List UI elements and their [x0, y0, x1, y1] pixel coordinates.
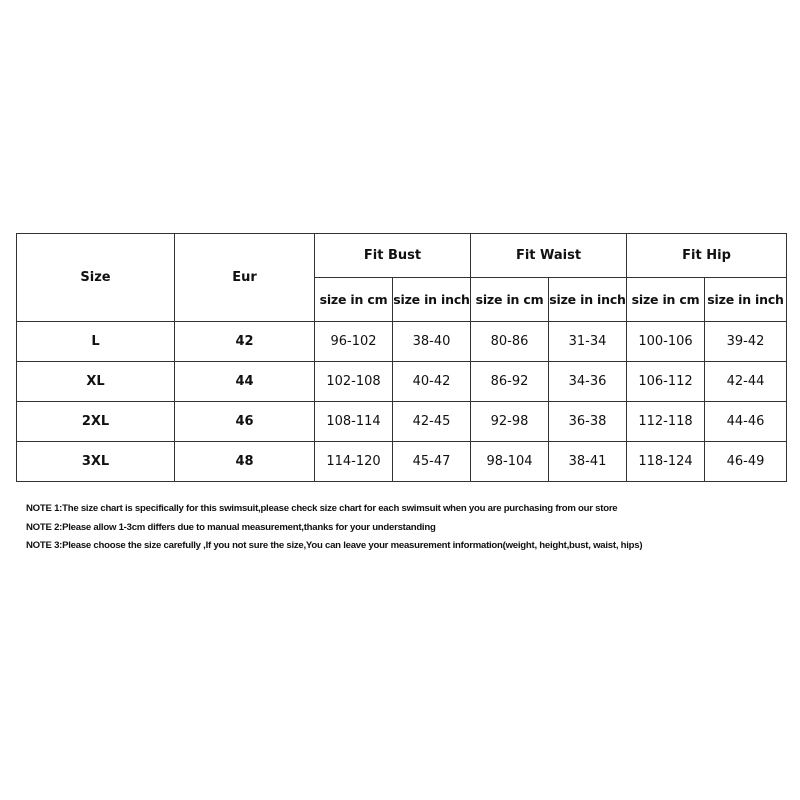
header-fit-bust: Fit Bust: [315, 234, 471, 278]
waist-inch-cell: 34-36: [549, 362, 627, 402]
table-row: [17, 322, 787, 362]
bust-cm-cell: 114-120: [315, 442, 393, 482]
eur-cell: 48: [175, 442, 315, 482]
waist-cm-cell: 86-92: [471, 362, 549, 402]
size-cell: 2XL: [17, 402, 175, 442]
note-1: NOTE 1:The size chart is specifically for this swimsuit,please check size chart for each swimsuit when you are purchasing from our store: [26, 503, 618, 514]
note-3: NOTE 3:Please choose the size carefully ,If you not sure the size,You can leave your measurement information(weight, height,bust, waist, hips): [26, 540, 643, 551]
table-row: [17, 402, 787, 442]
waist-inch-cell: 31-34: [549, 322, 627, 362]
header-eur: Eur: [175, 234, 315, 322]
bust-cm-cell: 96-102: [315, 322, 393, 362]
table-row: [17, 362, 787, 402]
header-fit-hip: Fit Hip: [627, 234, 787, 278]
notes-section: [26, 500, 786, 556]
header-size: Size: [17, 234, 175, 322]
hip-inch-cell: 46-49: [705, 442, 787, 482]
bust-inch-cell: 40-42: [393, 362, 471, 402]
hip-cm-cell: 100-106: [627, 322, 705, 362]
waist-cm-cell: 98-104: [471, 442, 549, 482]
header-waist-inch: size in inch: [549, 278, 627, 322]
header-bust-inch: size in inch: [393, 278, 471, 322]
header-bust-cm: size in cm: [315, 278, 393, 322]
table-row: [17, 442, 787, 482]
eur-cell: 42: [175, 322, 315, 362]
size-cell: L: [17, 322, 175, 362]
header-row-groups: [17, 234, 787, 278]
bust-inch-cell: 38-40: [393, 322, 471, 362]
bust-inch-cell: 42-45: [393, 402, 471, 442]
hip-cm-cell: 118-124: [627, 442, 705, 482]
waist-cm-cell: 80-86: [471, 322, 549, 362]
bust-cm-cell: 102-108: [315, 362, 393, 402]
header-hip-cm: size in cm: [627, 278, 705, 322]
hip-inch-cell: 44-46: [705, 402, 787, 442]
hip-inch-cell: 42-44: [705, 362, 787, 402]
size-cell: 3XL: [17, 442, 175, 482]
bust-inch-cell: 45-47: [393, 442, 471, 482]
header-waist-cm: size in cm: [471, 278, 549, 322]
hip-cm-cell: 106-112: [627, 362, 705, 402]
bust-cm-cell: 108-114: [315, 402, 393, 442]
hip-cm-cell: 112-118: [627, 402, 705, 442]
eur-cell: 46: [175, 402, 315, 442]
note-2: NOTE 2:Please allow 1-3cm differs due to manual measurement,thanks for your understanding: [26, 521, 436, 533]
header-hip-inch: size in inch: [705, 278, 787, 322]
header-fit-waist: Fit Waist: [471, 234, 627, 278]
waist-inch-cell: 36-38: [549, 402, 627, 442]
size-chart-table: [16, 233, 787, 482]
size-cell: XL: [17, 362, 175, 402]
eur-cell: 44: [175, 362, 315, 402]
waist-cm-cell: 92-98: [471, 402, 549, 442]
waist-inch-cell: 38-41: [549, 442, 627, 482]
hip-inch-cell: 39-42: [705, 322, 787, 362]
